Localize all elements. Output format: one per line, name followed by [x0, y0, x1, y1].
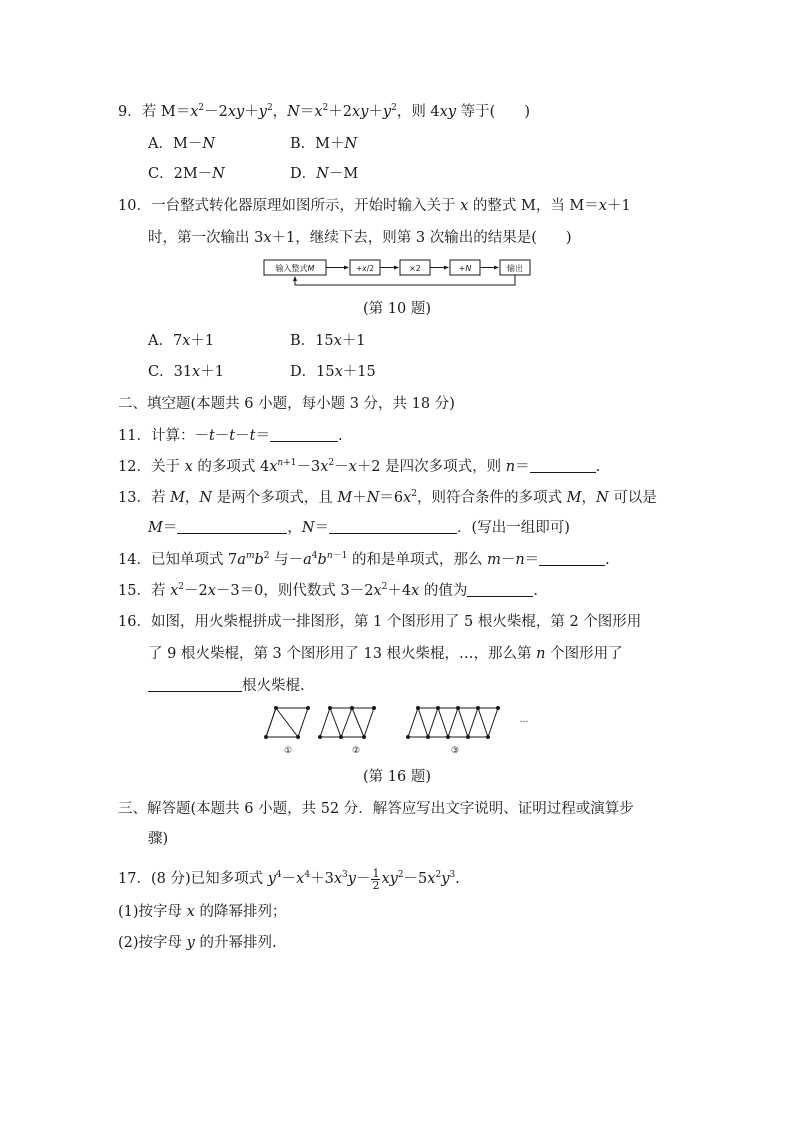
q9-option-b: B．M＋N [290, 136, 358, 152]
q9-option-d: D．N－M [290, 166, 359, 182]
q10-option-d: D．15x＋15 [290, 364, 376, 380]
q10-option-c: C．31x＋1 [148, 364, 224, 380]
question-14: 14．已知单项式 $7a^mb^2$ 与$-a^4b^{n-1}$ 的和是单项式，那么 m－n＝ . [118, 551, 610, 568]
figure-label-1: ① [283, 746, 293, 756]
question-16-line3: 根火柴棍. [148, 676, 305, 696]
question-13: 13．若 M，N 是两个多项式，且 $M+N=6x^2$，则符合条件的多项式 M，N 可以是 [118, 489, 657, 506]
question-17: 17．(8 分)已知多项式 $y^4-x^4+3x^3y-$ $\frac{1}{2}$ $xy^2-5x^2y^3$. [118, 866, 460, 892]
question-17-part-2: (2)按字母 y 的升幂排列. [118, 935, 277, 951]
figure-ellipsis: … [519, 715, 529, 725]
flow-box-input: 输入整式M [275, 264, 315, 273]
question-number: 9． [118, 104, 142, 120]
flow-box-add-half-x: +x/2 [355, 264, 375, 273]
question-12: 12．关于 x 的多项式 $4x^{n+1}-3x^2-x+2$ 是四次多项式，则 n＝ . [118, 458, 601, 475]
fraction-one-half: $\frac{1}{2}$ [372, 866, 380, 892]
section-heading-fill-in: 二、填空题(本题共 6 小题，每小题 3 分，共 18 分) [118, 396, 455, 412]
section-heading-answers: 三、解答题(本题共 6 小题，共 52 分．解答应写出文字说明、证明过程或演算步 [118, 801, 634, 817]
q9-option-a: A．M－N [148, 136, 216, 152]
figure-label-2: ② [351, 746, 361, 756]
question-16-line2: 了 9 根火柴棍，第 3 个图形用了 13 根火柴棍，…，那么第 n 个图形用了 [148, 646, 623, 662]
converter-flow-diagram [262, 256, 534, 290]
question-10-line2: 时，第一次输出 3x＋1，继续下去，则第 3 次输出的结果是( ) [148, 230, 572, 246]
figure-label-3: ③ [450, 746, 460, 756]
flow-box-times-two: ×2 [409, 264, 421, 273]
q9-option-c: C．2M－N [148, 166, 225, 182]
question-11: 11．计算：－t－t－t＝ . [118, 428, 343, 444]
question-16: 16．如图，用火柴棍拼成一排图形，第 1 个图形用了 5 根火柴棍，第 2 个图形用 [118, 614, 642, 630]
q10-option-b: B．15x＋1 [290, 333, 366, 349]
question-13-line2: M＝ ，N＝ ．(写出一组即可) [148, 520, 570, 536]
matchstick-figures [262, 700, 537, 758]
figure-caption-10: (第 10 题) [363, 301, 431, 317]
question-17-part-1: (1)按字母 x 的降幂排列； [118, 904, 287, 920]
flow-box-output: 输出 [507, 264, 523, 273]
section-heading-answers-line2: 骤) [148, 831, 169, 847]
question-15: 15．若 $x^2-2x-3=0$，则代数式 $3-2x^2+4x$ 的值为 . [118, 582, 538, 599]
question-9: 9．若 $M=x^2-2xy+y^2$，$N=x^2+2xy+y^2$，则 4xy 等于( ) [118, 103, 530, 120]
q10-option-a: A．7x＋1 [148, 333, 215, 349]
flow-box-add-n: +N [458, 264, 472, 273]
question-10: 10．一台整式转化器原理如图所示，开始时输入关于 x 的整式 M，当 M＝x＋1 [118, 198, 631, 214]
figure-caption-16: (第 16 题) [363, 769, 431, 785]
